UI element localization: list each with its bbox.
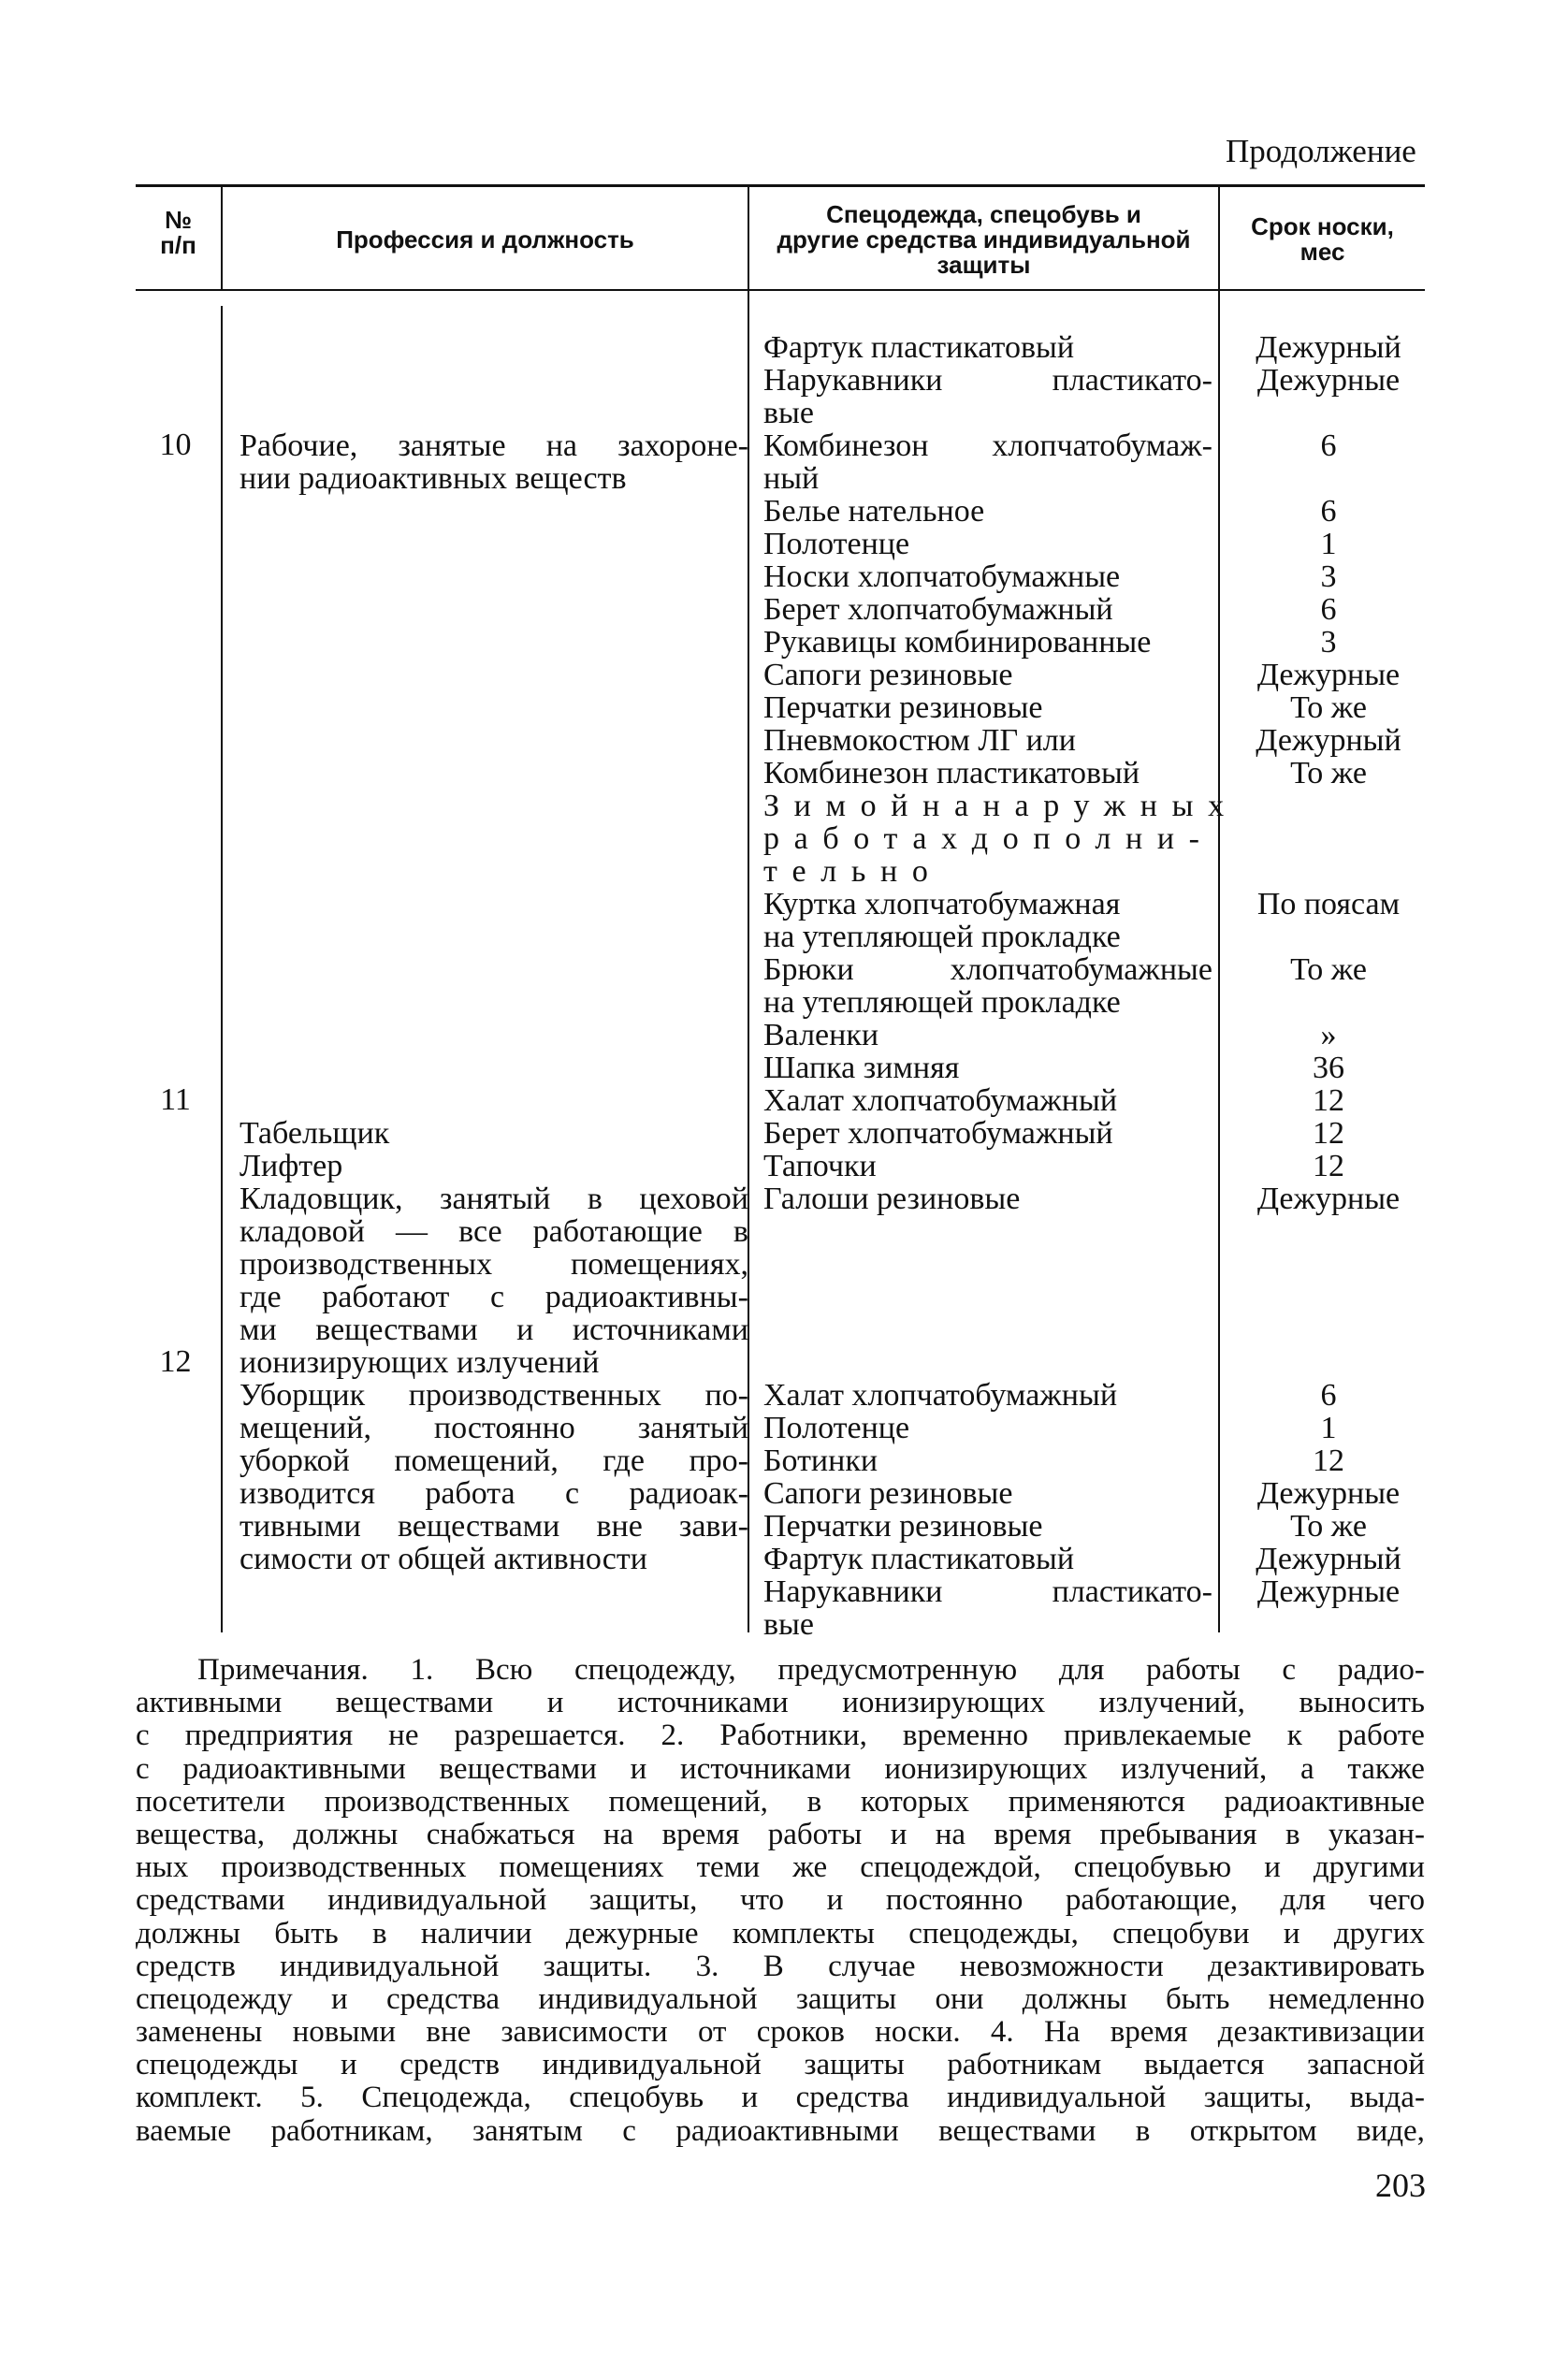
equipment-line: Тапочки: [763, 1149, 877, 1183]
continuation-label: Продолжение: [1226, 133, 1416, 169]
header-term-line-2: мес: [1299, 238, 1345, 266]
notes-line: заменены новыми вне зависимости от сроков носки. 4. На время дезактивизации: [136, 2015, 1425, 2050]
table-top-rule: [136, 184, 1425, 187]
term-column: [1231, 331, 1426, 1641]
equipment-line: Нарукавники пластикато-: [763, 1574, 1212, 1609]
notes-line: должны быть в наличии дежурные комплекты спецодежды, спецобуви и других: [136, 1916, 1425, 1951]
profession-line: нии радиоактивных веществ: [240, 461, 627, 496]
profession-line: [240, 691, 748, 724]
profession-line: ми веществами и источниками: [240, 1313, 748, 1347]
equipment-line: Пневмокостюм ЛГ или: [763, 723, 1076, 758]
profession-line: [240, 986, 748, 1019]
profession-line: Табельщик: [240, 1116, 390, 1151]
equipment-line: Ботинки: [763, 1443, 878, 1478]
profession-line: [240, 528, 748, 560]
profession-line: [240, 1051, 748, 1084]
profession-line: [240, 659, 748, 691]
equipment-line: Халат хлопчатобумажный: [763, 1083, 1118, 1118]
equipment-line: Фартук пластикатовый: [763, 330, 1075, 365]
term-line: 12: [1313, 1116, 1344, 1151]
equipment-line: ный: [763, 461, 820, 496]
notes-line: средствами индивидуальной защиты, что и постоянно работающие, для чего: [136, 1883, 1425, 1918]
profession-line: Рабочие, занятые на захороне-: [240, 428, 748, 463]
term-line: [1231, 1215, 1426, 1248]
profession-line: [240, 855, 748, 888]
term-line: »: [1320, 1018, 1337, 1052]
equipment-line: Комбинезон пластикатовый: [763, 756, 1140, 790]
equipment-line: Полотенце: [763, 527, 910, 561]
term-line: 3: [1320, 559, 1337, 594]
header-term: [1220, 214, 1425, 265]
equipment-line: вые: [763, 1607, 814, 1642]
profession-line: [240, 495, 748, 528]
profession-line: [240, 331, 748, 364]
profession-line: симости от общей активности: [240, 1542, 647, 1576]
column-divider-3: [1218, 187, 1220, 1632]
notes-line: активными веществами и источниками ионизирующих излучений, выносить: [136, 1686, 1425, 1720]
profession-line: где работают с радиоактивны-: [240, 1280, 748, 1314]
equipment-line: Носки хлопчатобумажные: [763, 559, 1121, 594]
term-line: [1231, 397, 1426, 429]
row-number-12: 12: [159, 1344, 192, 1379]
header-equipment-line-3: защиты: [936, 251, 1031, 279]
notes-line: с радиоактивными веществами и источниками ионизирующих излучений, а также: [136, 1751, 1425, 1786]
header-term-line-1: Срок носки,: [1251, 212, 1394, 240]
equipment-line: Белье нательное: [763, 494, 985, 529]
term-line: 6: [1320, 428, 1337, 463]
profession-line: [240, 626, 748, 659]
equipment-line: Халат хлопчатобумажный: [763, 1378, 1118, 1413]
equipment-line: [763, 1346, 1212, 1379]
header-bottom-rule: [136, 289, 1425, 291]
header-equipment-line-1: Спецодежда, спецобувь и: [826, 200, 1141, 228]
profession-line: [240, 364, 748, 397]
equipment-line: Галоши резиновые: [763, 1182, 1021, 1216]
term-line: Дежурные: [1256, 658, 1401, 692]
notes-paragraph: [136, 1654, 1425, 2148]
equipment-line: Перчатки резиновые: [763, 690, 1043, 725]
profession-line: мещений, постоянно занятый: [240, 1411, 748, 1445]
equipment-line: Берет хлопчатобумажный: [763, 592, 1113, 627]
equipment-line: тельно: [763, 854, 943, 889]
equipment-line: [763, 1281, 1212, 1313]
equipment-line: на утепляющей прокладке: [763, 920, 1121, 954]
term-line: 12: [1313, 1443, 1344, 1478]
equipment-line: Комбинезон хлопчатобумаж-: [763, 428, 1212, 463]
term-line: Дежурные: [1256, 1574, 1401, 1609]
profession-line: [240, 593, 748, 626]
notes-line: спецодежды и средств индивидуальной защиты работникам выдается запасной: [136, 2048, 1425, 2082]
notes-line: комплект. 5. Спецодежда, спецобувь и средства индивидуальной защиты, выда-: [136, 2081, 1425, 2115]
equipment-line: Полотенце: [763, 1411, 910, 1445]
term-line: [1231, 1248, 1426, 1281]
term-line: 3: [1320, 625, 1337, 660]
notes-line: ных производственных помещениях теми же спецодеждой, спецобувью и другими: [136, 1850, 1425, 1885]
term-line: По поясам: [1256, 887, 1401, 921]
header-num-line-1: №: [165, 206, 192, 234]
term-line: [1231, 1608, 1426, 1641]
notes-line: ваемые работникам, занятым с радиоактивными веществами в открытом виде,: [136, 2113, 1425, 2148]
profession-line: Кладовщик, занятый в цеховой: [240, 1182, 748, 1216]
equipment-line: Куртка хлопчатобумажная: [763, 887, 1121, 921]
header-equipment: [749, 202, 1218, 278]
equipment-line: Шапка зимняя: [763, 1051, 960, 1085]
equipment-line: на утепляющей прокладке: [763, 985, 1121, 1020]
term-line: 6: [1320, 1378, 1337, 1413]
header-num: [136, 208, 221, 258]
term-line: Дежурные: [1256, 1182, 1401, 1216]
profession-line: [240, 397, 748, 429]
header-num-line-2: п/п: [160, 231, 196, 259]
term-line: 1: [1320, 1411, 1337, 1445]
term-line: [1231, 855, 1426, 888]
term-line: Дежурные: [1256, 363, 1401, 398]
page-number: 203: [1375, 2167, 1426, 2204]
equipment-line: Рукавицы комбинированные: [763, 625, 1152, 660]
term-line: [1231, 1281, 1426, 1313]
header-equipment-line-2: другие средства индивидуальной: [777, 225, 1191, 254]
notes-line: средств индивидуальной защиты. 3. В случае невозможности дезактивировать: [136, 1949, 1425, 1983]
equipment-line: Фартук пластикатовый: [763, 1542, 1075, 1576]
equipment-line: Брюки хлопчатобумажные: [763, 952, 1212, 987]
term-line: [1231, 986, 1426, 1019]
profession-line: [240, 921, 748, 953]
profession-column: [240, 331, 748, 1575]
row-number-10: 10: [159, 428, 192, 462]
profession-line: Лифтер: [240, 1149, 343, 1183]
term-line: [1231, 822, 1426, 855]
term-line: Дежурный: [1256, 723, 1401, 758]
equipment-line: Валенки: [763, 1018, 879, 1052]
term-line: То же: [1290, 952, 1367, 987]
profession-line: тивными веществами вне зави-: [240, 1509, 748, 1544]
equipment-line: Сапоги резиновые: [763, 658, 1013, 692]
equipment-line: Сапоги резиновые: [763, 1476, 1013, 1511]
notes-line: вещества, должны снабжаться на время работы и на время пребывания в указан-: [136, 1817, 1425, 1851]
term-line: 12: [1313, 1149, 1344, 1183]
equipment-line: Перчатки резиновые: [763, 1509, 1043, 1544]
profession-line: производственных помещениях,: [240, 1247, 748, 1282]
term-line: 6: [1320, 592, 1337, 627]
term-line: Дежурные: [1256, 1476, 1401, 1511]
profession-line: [240, 1084, 748, 1117]
term-line: 6: [1320, 494, 1337, 529]
profession-line: [240, 757, 748, 790]
profession-line: [240, 888, 748, 921]
term-line: 1: [1320, 527, 1337, 561]
equipment-column: [763, 330, 1239, 1642]
header-profession: Профессия и должность: [336, 225, 634, 254]
equipment-line: [763, 1215, 1212, 1248]
profession-line: [240, 724, 748, 757]
equipment-line: Нарукавники пластикато-: [763, 363, 1212, 398]
term-line: То же: [1290, 690, 1367, 725]
profession-line: изводится работа с радиоак-: [240, 1476, 748, 1511]
equipment-line: [763, 1313, 1212, 1346]
column-divider-1-body: [221, 306, 223, 1632]
term-line: Дежурный: [1256, 330, 1401, 365]
profession-line: [240, 560, 748, 593]
equipment-line: Зимой на наружных: [763, 789, 1239, 823]
notes-line: Примечания. 1. Всю спецодежду, предусмотренную для работы с радио-: [197, 1653, 1425, 1687]
profession-line: уборкой помещений, где про-: [240, 1443, 748, 1478]
term-line: 12: [1313, 1083, 1344, 1118]
notes-line: с предприятия не разрешается. 2. Работники, временно привлекаемые к работе: [136, 1719, 1425, 1753]
term-line: Дежурный: [1256, 1542, 1401, 1576]
profession-line: [240, 1019, 748, 1051]
profession-line: Уборщик производственных по-: [240, 1378, 748, 1413]
term-line: [1231, 790, 1426, 822]
equipment-line: [763, 1248, 1212, 1281]
term-line: [1231, 921, 1426, 953]
term-line: [1231, 462, 1426, 495]
equipment-line: работах дополни-: [763, 821, 1214, 856]
profession-line: кладовой — все работающие в: [240, 1214, 748, 1249]
term-line: То же: [1290, 1509, 1367, 1544]
notes-line: посетители производственных помещений, в которых применяются радиоактивные: [136, 1784, 1425, 1819]
notes-line: спецодежду и средства индивидуальной защиты они должны быть немедленно: [136, 1981, 1425, 2016]
profession-line: ионизирующих излучений: [240, 1345, 600, 1380]
term-line: То же: [1290, 756, 1367, 790]
term-line: [1231, 1313, 1426, 1346]
profession-line: [240, 953, 748, 986]
profession-line: [240, 790, 748, 822]
term-line: [1231, 1346, 1426, 1379]
term-line: 36: [1313, 1051, 1344, 1085]
row-number-11: 11: [160, 1082, 191, 1117]
profession-line: [240, 822, 748, 855]
equipment-line: вые: [763, 396, 814, 430]
equipment-line: Берет хлопчатобумажный: [763, 1116, 1113, 1151]
